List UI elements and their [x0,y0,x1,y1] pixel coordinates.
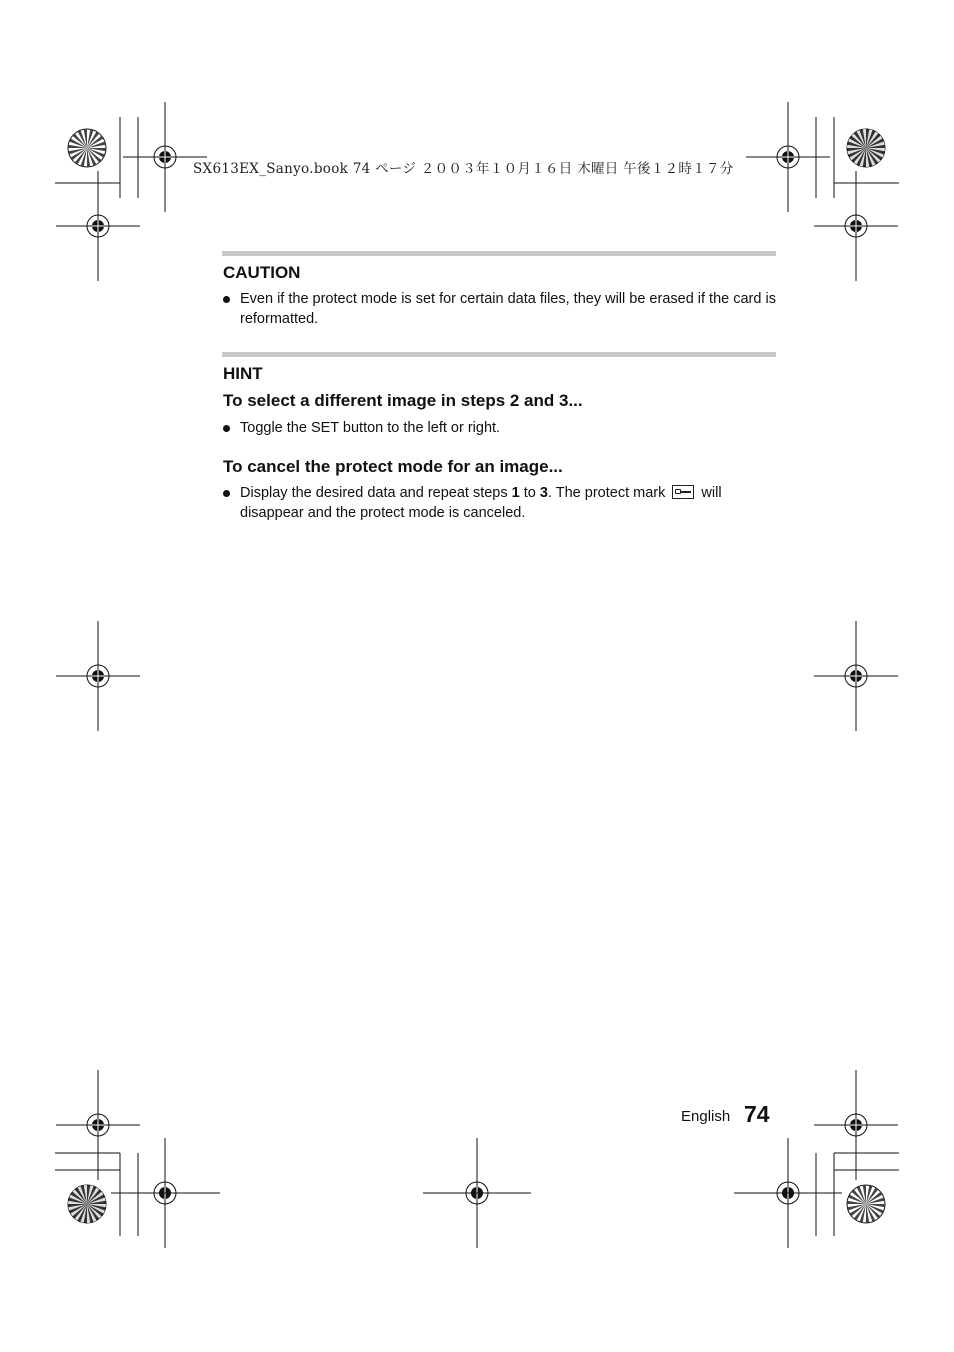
bullet-text-part: Display the desired data and repeat steps [240,485,512,501]
caution-title: CAUTION [223,263,301,282]
bullet-text-part: to [519,485,540,501]
print-header-line: SX613EX_Sanyo.book 74 ページ ２００３年１０月１６日 木曜日 午後１２時１７分 [193,161,734,177]
caution-bullet-text: Even if the protect mode is set for certain data files, they will be erased if the card is reformatted. [240,291,776,327]
protect-mark-icon [672,485,694,499]
starburst-target-icon [847,129,885,167]
starburst-target-icon [68,129,106,167]
registration-cross-icon [814,171,898,281]
caution-rule [222,251,776,256]
registration-cross-icon [56,1070,140,1180]
bullet-icon [223,296,230,303]
hint-title: HINT [223,364,263,383]
hint-bullet-select-text: Toggle the SET button to the left or right. [240,420,501,436]
registration-cross-icon [814,1070,898,1180]
hint-bullet-cancel-protect [240,483,780,523]
starburst-target-icon [847,1185,885,1223]
registration-cross-icon [56,621,140,731]
hint-heading-select-image: To select a different image in steps 2 and 3... [223,391,583,410]
hint-bullet-select-image [240,418,780,438]
hint-rule [222,352,776,357]
registration-cross-icon [814,621,898,731]
page-number: 74 [744,1101,770,1127]
bullet-icon [223,425,230,432]
bullet-icon [223,490,230,497]
step-number: 3 [539,485,548,501]
caution-bullet [240,289,780,329]
starburst-target-icon [68,1185,106,1223]
footer-language: English [681,1108,731,1125]
hint-heading-cancel-protect: To cancel the protect mode for an image... [223,457,563,476]
bullet-text-part: . The protect mark [547,485,670,501]
step-number: 1 [511,485,520,501]
bullet-text-part: will disappear and the protect mode is canceled. [240,485,722,521]
registration-cross-icon [56,171,140,281]
registration-cross-icon [746,102,830,212]
